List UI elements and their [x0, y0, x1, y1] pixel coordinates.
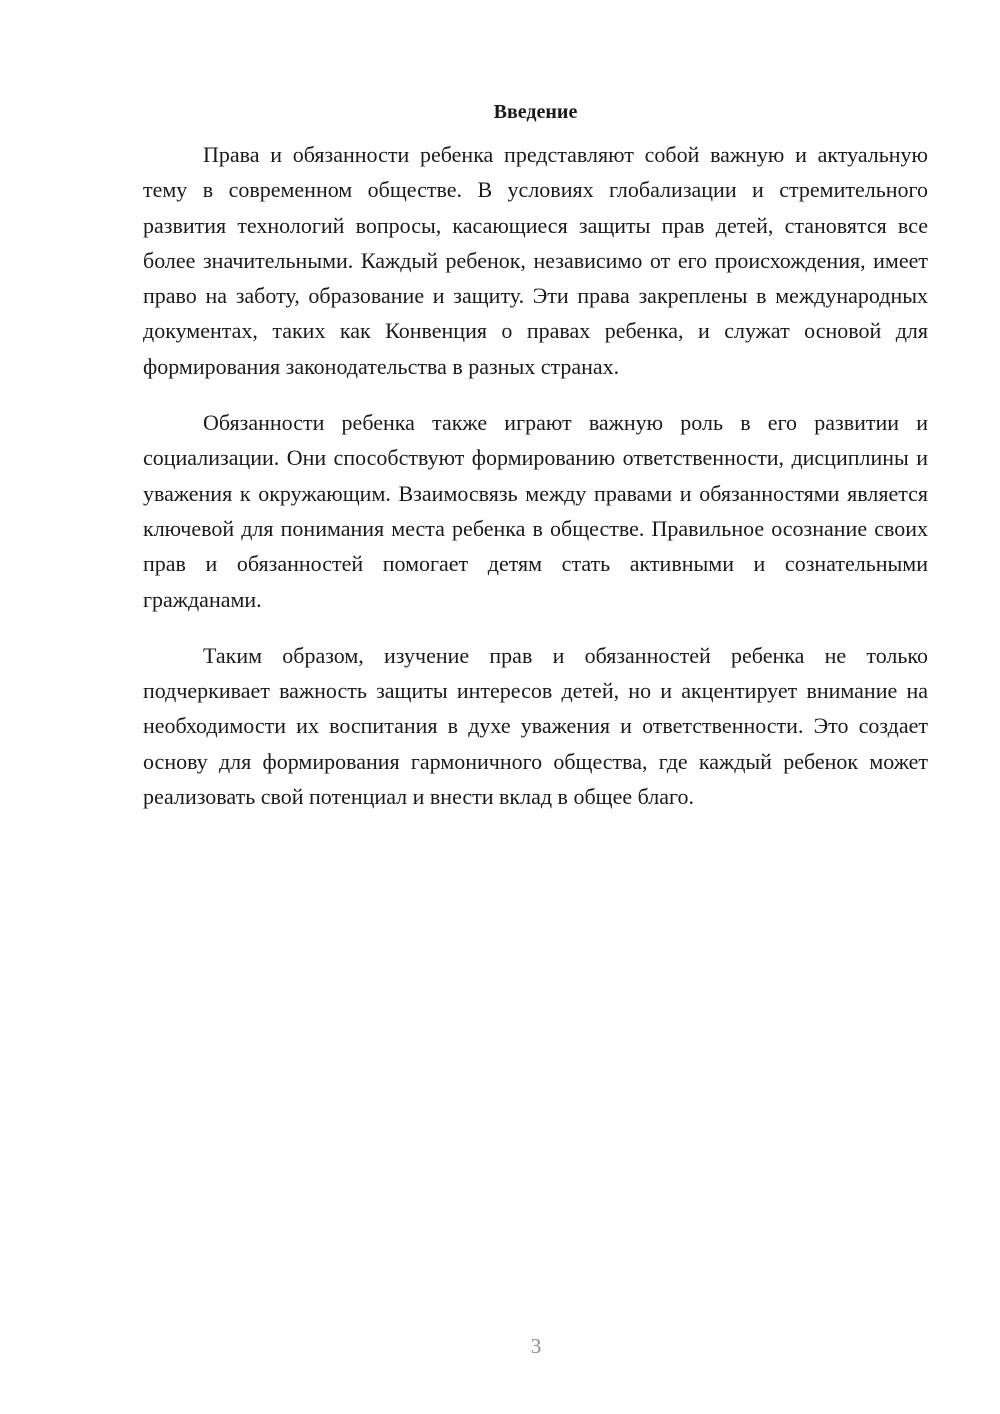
paragraph-conclusion: Таким образом, изучение прав и обязанностей ребенка не только подчеркивает важность защиты интересов детей, но и акцентирует внимание на необходимости их воспитания в духе уважения и ответственности. Это создает основу для формирования гармоничного общества, где каждый ребенок может реализовать свой потенциал и внести вклад в общее благо. — [143, 642, 928, 810]
paragraph-duties: Обязанности ребенка также играют важную роль в его развитии и социализации. Они способствуют формированию ответственности, дисциплины и уважения к окружающим. Взаимосвязь между правами и обязанностями является ключевой для понимания места ребенка в обществе. Правильное осознание своих прав и обязанностей помогает детям стать активными и сознательными гражданами. — [143, 410, 928, 612]
page-number: 3 — [530, 1334, 542, 1358]
page-content — [143, 96, 928, 835]
page-title: Введение — [493, 101, 578, 123]
paragraph-rights-intro: Права и обязанности ребенка представляют собой важную и актуальную тему в современном обществе. В условиях глобализации и стремительного развития технологий вопросы, касающиеся защиты прав детей, становятся все более значительными. Каждый ребенок, независимо от его происхождения, имеет право на заботу, образование и защиту. Эти права закреплены в международных документах, таких как Конвенция о правах ребенка, и служат основой для формирования законодательства в разных странах. — [143, 142, 928, 379]
